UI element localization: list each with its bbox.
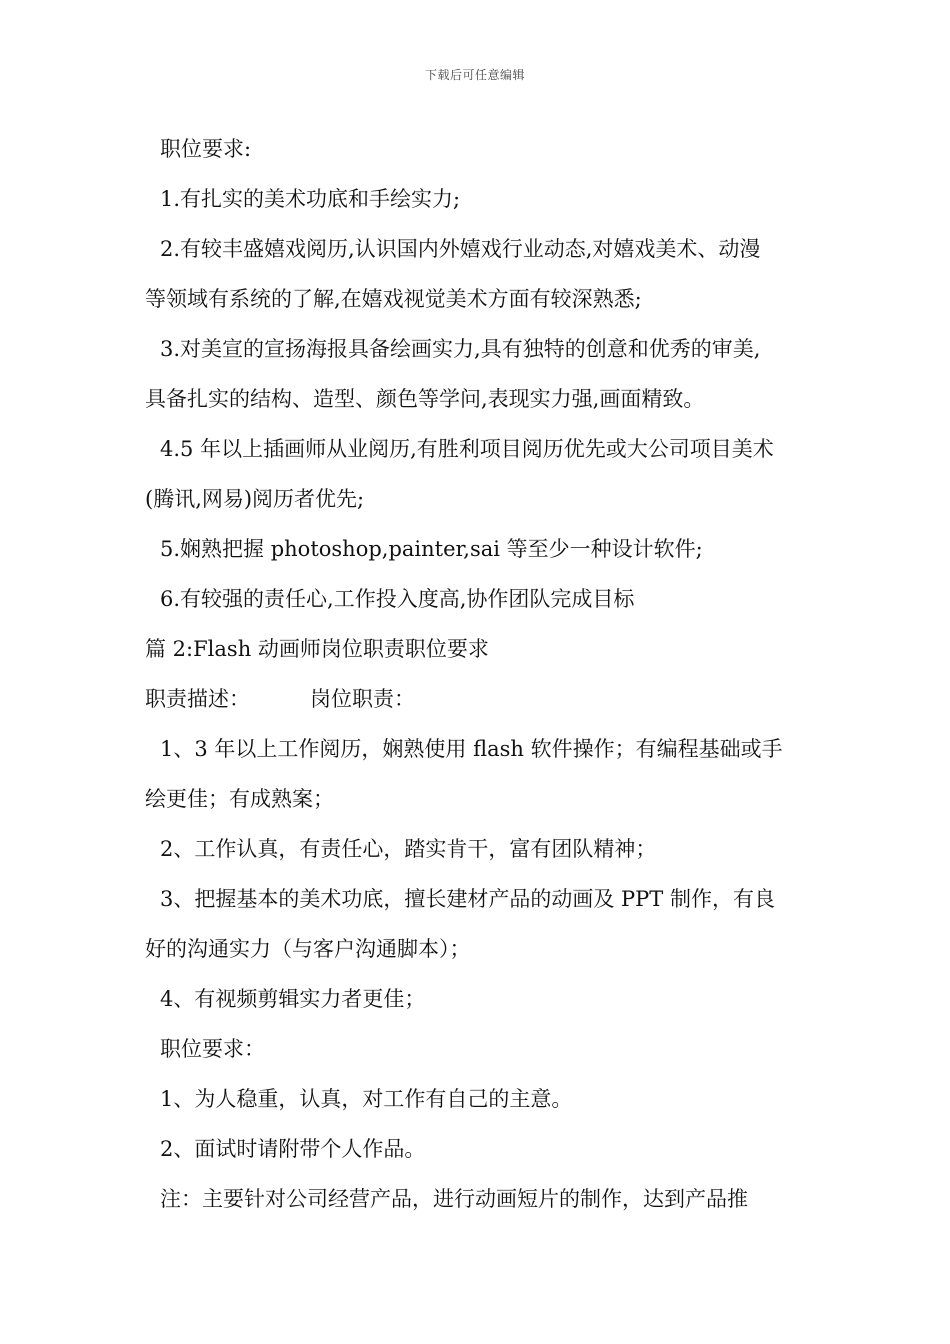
section-heading-requirements: 职位要求: bbox=[160, 137, 252, 161]
duty-item-1: 1、3 年以上工作阅历，娴熟使用 flash 软件操作；有编程基础或手 bbox=[160, 737, 783, 761]
note-line: 注：主要针对公司经营产品，进行动画短片的制作，达到产品推 bbox=[160, 1187, 748, 1211]
requirement-item-6: 6.有较强的责任心,工作投入度高,协作团队完成目标 bbox=[160, 587, 635, 611]
document-body bbox=[145, 130, 810, 1230]
requirement-2-item-1: 1、为人稳重，认真，对工作有自己的主意。 bbox=[160, 1087, 573, 1111]
requirement-item-4: 4.5 年以上插画师从业阅历,有胜利项目阅历优先或大公司项目美术 bbox=[160, 437, 774, 461]
requirement-item-1: 1.有扎实的美术功底和手绘实力; bbox=[160, 187, 461, 211]
requirement-item-3-cont: 具备扎实的结构、造型、颜色等学问,表现实力强,画面精致。 bbox=[145, 387, 705, 411]
page-header: 下载后可任意编辑 bbox=[424, 68, 525, 82]
requirement-item-3: 3.对美宣的宣扬海报具备绘画实力,具有独特的创意和优秀的审美, bbox=[160, 337, 761, 361]
duty-row bbox=[145, 680, 810, 730]
section-heading-requirements-2: 职位要求： bbox=[160, 1037, 265, 1061]
duty-item-2: 2、工作认真，有责任心，踏实肯干，富有团队精神； bbox=[160, 837, 657, 861]
requirement-item-2: 2.有较丰盛嬉戏阅历,认识国内外嬉戏行业动态,对嬉戏美术、动漫 bbox=[160, 237, 761, 261]
duty-item-1-cont: 绘更佳；有成熟案； bbox=[145, 787, 334, 811]
requirement-item-4-cont: (腾讯,网易)阅历者优先; bbox=[145, 487, 365, 511]
requirement-2-item-2: 2、面试时请附带个人作品。 bbox=[160, 1137, 426, 1161]
section-title-flash: 篇 2:Flash 动画师岗位职责职位要求 bbox=[145, 637, 489, 661]
job-duty-label: 岗位职责： bbox=[310, 687, 415, 711]
duty-description-label: 职责描述： bbox=[145, 687, 250, 711]
requirement-item-5: 5.娴熟把握 photoshop,painter,sai 等至少一种设计软件; bbox=[160, 537, 703, 561]
duty-item-4: 4、有视频剪辑实力者更佳； bbox=[160, 987, 426, 1011]
duty-item-3-cont: 好的沟通实力（与客户沟通脚本）； bbox=[145, 937, 471, 961]
requirement-item-2-cont: 等领域有系统的了解,在嬉戏视觉美术方面有较深熟悉; bbox=[145, 287, 642, 311]
duty-item-3: 3、把握基本的美术功底，擅长建材产品的动画及 PPT 制作，有良 bbox=[160, 887, 775, 911]
